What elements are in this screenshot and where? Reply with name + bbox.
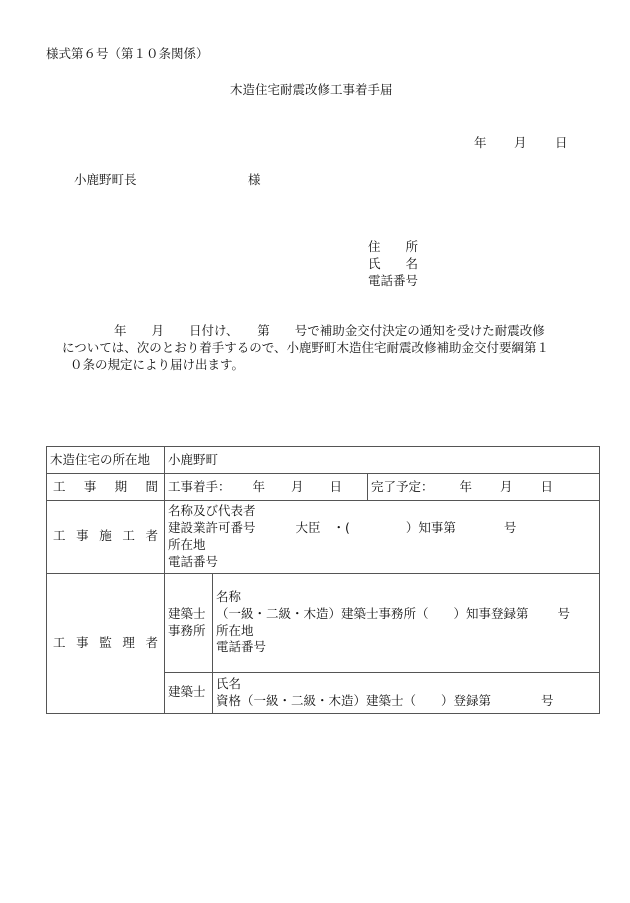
applicant-name-label: 氏 名 xyxy=(368,256,419,271)
period-label: 工 事 期 間 xyxy=(47,474,165,501)
architect-label: 建築士 xyxy=(165,672,213,713)
applicant-address-label: 住 所 xyxy=(368,239,419,254)
date-day: 日 xyxy=(555,135,568,150)
date-month: 月 xyxy=(514,135,527,150)
body-line-1: 年 月 日付け、 第 号で補助金交付決定の通知を受けた耐震改修 xyxy=(114,323,545,338)
contractor-license-line xyxy=(168,520,596,537)
table-row-location xyxy=(47,447,600,474)
start-label: 工事着手： xyxy=(168,478,231,494)
location-value: 小鹿野町 xyxy=(165,447,600,474)
number-suffix: 号 xyxy=(503,519,517,535)
office-address-label: 所在地 xyxy=(216,622,254,638)
office-label-2: 事務所 xyxy=(168,622,206,638)
office-class-line: （一級・二級・木造）建築士事務所（ ）知事登録第 号 xyxy=(216,605,570,621)
paren-open: ・( xyxy=(332,519,350,535)
completion-label: 完了予定： xyxy=(371,478,434,494)
end-day: 日 xyxy=(540,478,554,494)
start-month: 月 xyxy=(291,478,304,494)
body-line-3: ０条の規定により届け出ます。 xyxy=(70,356,245,372)
governor-text: ）知事第 xyxy=(405,519,456,535)
start-year: 年 xyxy=(252,478,266,494)
contractor-phone-label: 電話番号 xyxy=(168,553,219,569)
office-phone-label: 電話番号 xyxy=(216,639,267,655)
end-month: 月 xyxy=(500,478,513,494)
office-details xyxy=(213,573,600,672)
architect-qualification-line: 資格（一級・二級・木造）建築士（ ）登録第 号 xyxy=(216,692,554,708)
addressee: 小鹿野町長 xyxy=(74,172,137,187)
document-title: 木造住宅耐震改修工事着手届 xyxy=(230,82,393,97)
form-number: 様式第６号（第１０条関係） xyxy=(46,46,209,61)
body-line-2: については、次のとおり着手するので、小鹿野町木造住宅耐震改修補助金交付要綱第１ xyxy=(62,339,550,355)
applicant-phone-label: 電話番号 xyxy=(368,273,419,288)
office-label xyxy=(165,573,213,672)
office-label-1: 建築士 xyxy=(168,605,206,621)
architect-name-label: 氏名 xyxy=(216,675,242,691)
contractor-license-label: 建設業許可番号 xyxy=(168,519,256,535)
contractor-address-label: 所在地 xyxy=(168,536,206,552)
supervisor-label: 工 事 監 理 者 xyxy=(47,573,165,713)
location-label: 木造住宅の所在地 xyxy=(47,447,165,474)
start-date-cell xyxy=(165,474,368,501)
body-paragraph xyxy=(62,323,592,374)
start-day: 日 xyxy=(329,478,343,494)
contractor-details xyxy=(165,501,600,574)
architect-details xyxy=(213,672,600,713)
end-date-cell xyxy=(368,474,600,501)
table-row-contractor xyxy=(47,501,600,574)
work-details-table xyxy=(46,446,600,714)
minister-text: 大臣 xyxy=(295,519,321,535)
honorific: 様 xyxy=(248,172,261,187)
contractor-label: 工 事 施 工 者 xyxy=(47,501,165,574)
office-name-label: 名称 xyxy=(216,588,242,604)
date-year: 年 xyxy=(474,135,487,150)
table-row-supervisor-office xyxy=(47,573,600,672)
end-year: 年 xyxy=(459,478,473,494)
table-row-period xyxy=(47,474,600,501)
contractor-name-label: 名称及び代表者 xyxy=(168,503,256,518)
